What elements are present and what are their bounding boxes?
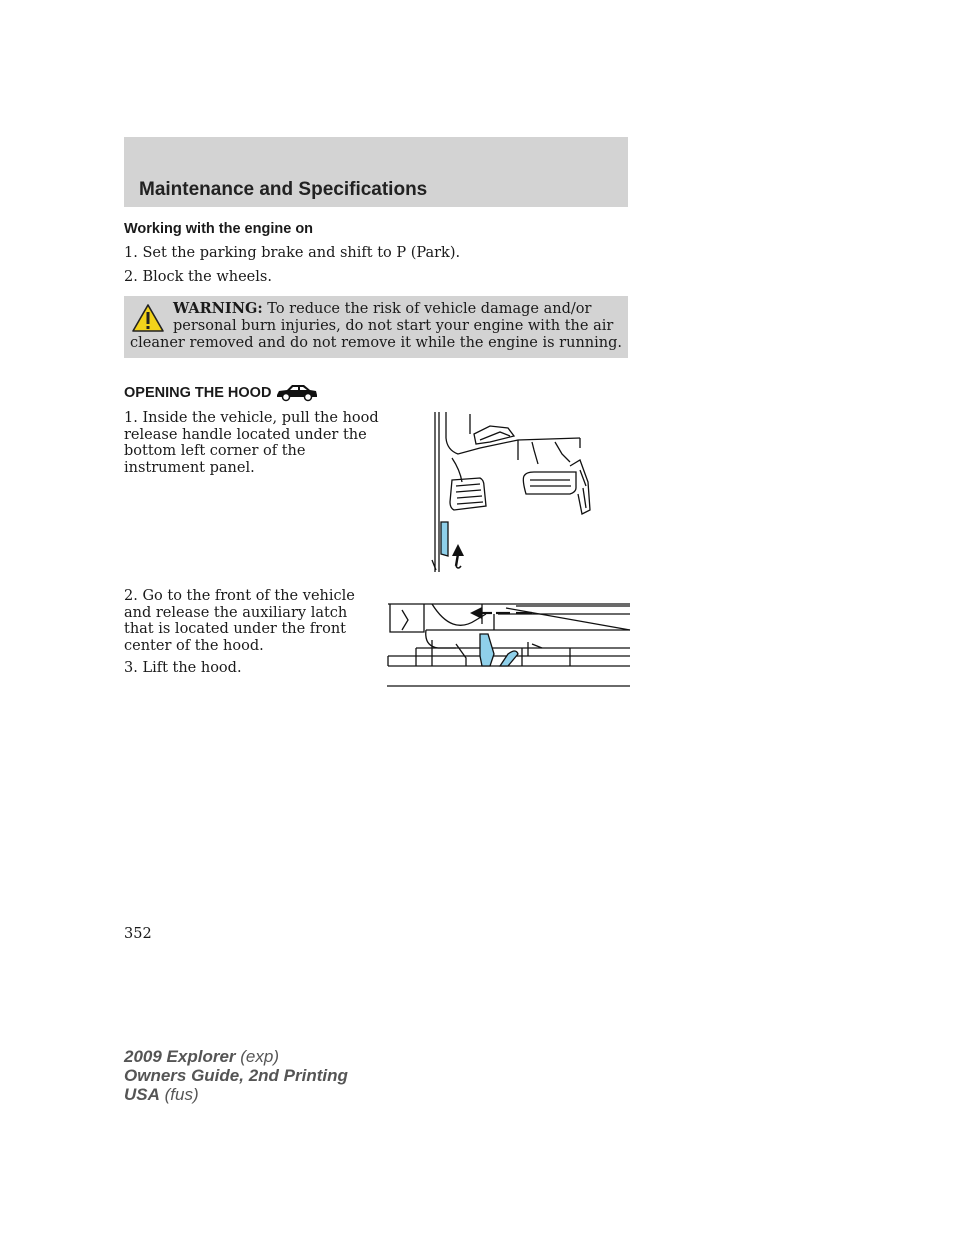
page-number: 352: [124, 926, 152, 942]
footer-model: 2009 Explorer: [124, 1047, 236, 1066]
hood-step-3: 3. Lift the hood.: [124, 660, 242, 676]
page-title: Maintenance and Specifications: [139, 179, 428, 200]
auxiliary-latch-illustration: [386, 600, 632, 690]
header-band: [124, 137, 628, 207]
hood-release-illustration: [430, 410, 630, 575]
engine-on-step-2: 2. Block the wheels.: [124, 269, 272, 285]
hood-step-2: 2. Go to the front of the vehicle and release the auxiliary latch that is located under the front center of the hood.: [124, 588, 355, 654]
engine-on-heading: Working with the engine on: [124, 221, 314, 237]
footer-market-code: (fus): [164, 1085, 199, 1104]
engine-on-step-1: 1. Set the parking brake and shift to P (Park).: [124, 245, 461, 261]
warning-box: [124, 296, 628, 358]
warning-line-1: To reduce the risk of vehicle damage and/or: [267, 301, 592, 317]
warning-label: WARNING:: [173, 300, 263, 317]
hood-step-1: 1. Inside the vehicle, pull the hood release handle located under the bottom left corner of the instrument panel.: [124, 410, 379, 476]
footer-market: USA: [124, 1085, 160, 1104]
opening-hood-heading-text: OPENING THE HOOD: [124, 385, 272, 401]
footer-model-code: (exp): [240, 1047, 279, 1066]
warning-line-3: cleaner removed and do not remove it while the engine is running.: [130, 335, 622, 351]
opening-hood-heading: [124, 384, 319, 402]
warning-text: [130, 300, 622, 352]
footer-edition: Owners Guide, 2nd Printing: [124, 1066, 348, 1085]
warning-line-2: personal burn injuries, do not start your engine with the air: [173, 318, 614, 334]
car-icon: [275, 382, 319, 402]
footer: [124, 1047, 348, 1104]
